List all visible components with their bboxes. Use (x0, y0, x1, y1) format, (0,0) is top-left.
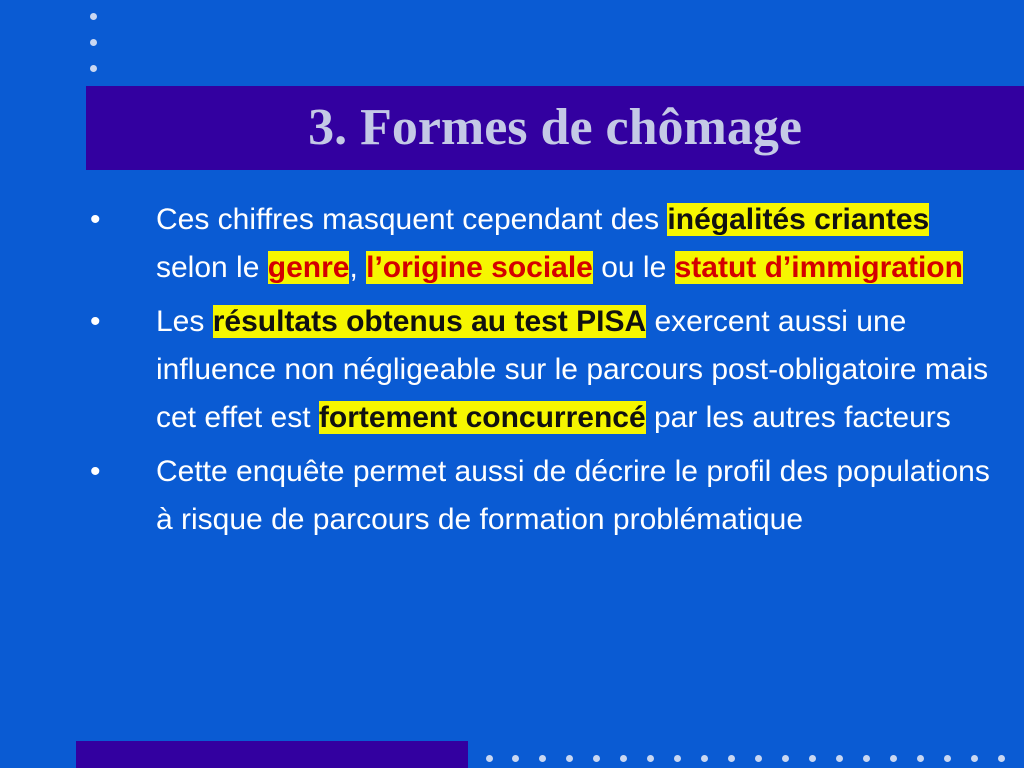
bullet-item (82, 196, 1002, 292)
title-band (86, 86, 1024, 170)
highlight-yellow: inégalités criantes (667, 203, 930, 236)
bottom-band (76, 741, 468, 768)
text-run: Cette enquête permet aussi de décrire le profil des populations à risque de parcours de formation problématique (156, 455, 990, 536)
slide-title: 3. Formes de chômage (308, 99, 802, 156)
decor-dot (971, 755, 978, 762)
text-run: par les autres facteurs (645, 401, 951, 434)
decor-dot (620, 755, 627, 762)
bullet-item (82, 448, 1002, 544)
decor-dot (728, 755, 735, 762)
decor-dot (890, 755, 897, 762)
decor-dot (836, 755, 843, 762)
bullet-text (156, 455, 990, 536)
bullet-mark: • (90, 203, 101, 236)
bullet-list (82, 196, 1002, 550)
decor-dot (512, 755, 519, 762)
bullet-text (156, 203, 963, 284)
decor-dot (566, 755, 573, 762)
decor-dot (90, 13, 97, 20)
decor-dot (755, 755, 762, 762)
decor-dot (998, 755, 1005, 762)
text-run: Les (156, 305, 213, 338)
highlight-yellow: résultats obtenus au test PISA (212, 305, 647, 338)
decor-dot (539, 755, 546, 762)
decor-dot (674, 755, 681, 762)
bullet-text (156, 305, 988, 434)
highlight-red: genre (267, 251, 350, 284)
decor-dot (647, 755, 654, 762)
decor-dot (701, 755, 708, 762)
highlight-red: statut d’immigration (674, 251, 963, 284)
decor-dot (593, 755, 600, 762)
decor-dot (90, 39, 97, 46)
text-run: selon le (156, 251, 268, 284)
decor-dot (809, 755, 816, 762)
highlight-red: l’origine sociale (366, 251, 593, 284)
decor-dot (90, 65, 97, 72)
text-run: exercent aussi une influence non négligeable sur le parcours post-obligatoire mais cet effet est (156, 305, 989, 434)
text-run: , (349, 251, 367, 284)
bullet-item (82, 298, 1002, 442)
text-run: Ces chiffres masquent cependant des (156, 203, 668, 236)
bullet-mark: • (90, 305, 101, 338)
decor-dot (782, 755, 789, 762)
decor-dot (917, 755, 924, 762)
bullet-mark: • (90, 455, 101, 488)
highlight-yellow: fortement concurrencé (318, 401, 646, 434)
decor-dot (863, 755, 870, 762)
text-run: ou le (592, 251, 675, 284)
decor-dot (486, 755, 493, 762)
decor-dot (944, 755, 951, 762)
